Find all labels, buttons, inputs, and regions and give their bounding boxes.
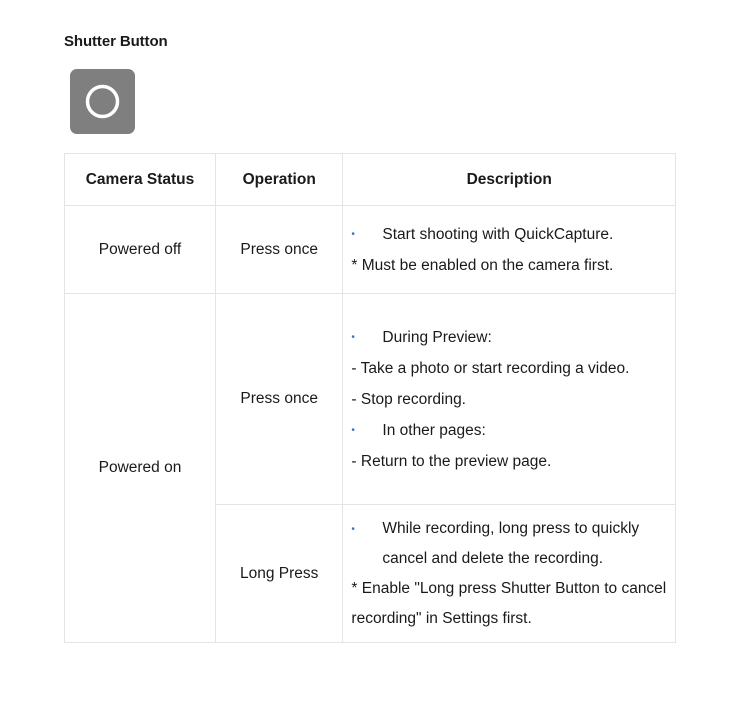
description-cell [343,505,676,643]
bullet-dot-icon: • [351,424,355,436]
status-cell: Powered on [65,294,216,643]
operation-cell: Press once [216,294,343,505]
bullet-dot-icon: • [351,523,355,535]
shutter-button-icon [70,69,135,134]
bullet-item: • Start shooting with QuickCapture. [351,219,667,250]
description-cell [343,206,676,294]
dash-item: - Stop recording. [351,390,466,408]
operation-cell: Press once [216,206,343,294]
dash-item: - Return to the preview page. [351,452,552,470]
table-row [65,294,676,505]
bullet-dot-icon: • [351,331,355,343]
bullet-item: • While recording, long press to quickly cancel and delete the recording. [351,514,667,574]
header-camera-status: Camera Status [65,154,216,206]
note-text: * Must be enabled on the camera first. [351,256,614,274]
bullet-dot-icon: • [351,228,355,240]
status-cell: Powered off [65,206,216,294]
shutter-operations-table [64,153,676,643]
bullet-item: • In other pages: [351,415,667,446]
description-cell [343,294,676,505]
section-title: Shutter Button [64,33,168,50]
table-row [65,206,676,294]
operation-cell: Long Press [216,505,343,643]
header-description: Description [343,154,676,206]
header-operation: Operation [216,154,343,206]
bullet-item: • During Preview: [351,322,667,353]
dash-item: - Take a photo or start recording a video. [351,359,630,377]
note-text: * Enable "Long press Shutter Button to cancel recording" in Settings first. [351,579,667,627]
table-header-row [65,154,676,206]
